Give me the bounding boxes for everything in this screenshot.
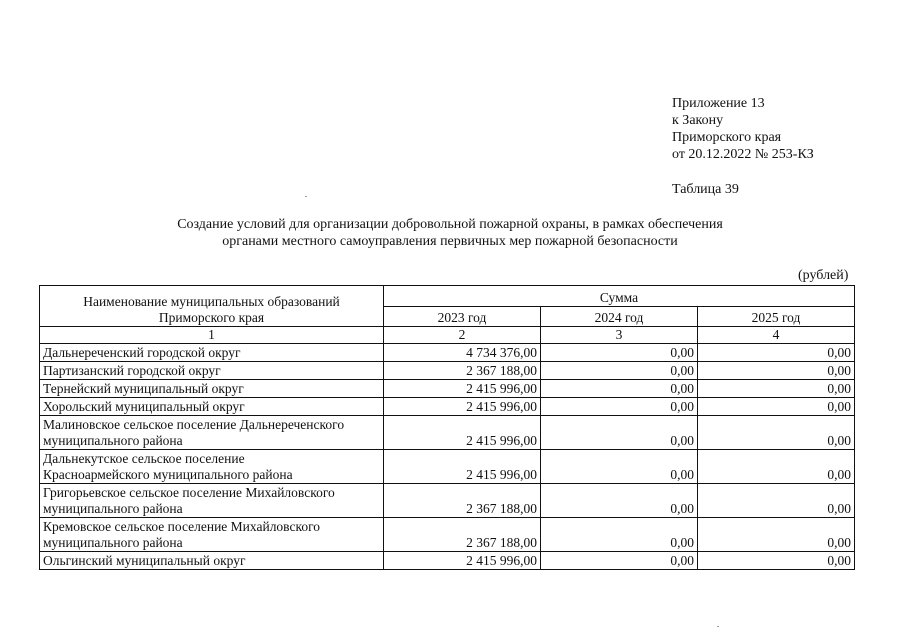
amount-2024: 0,00 <box>541 344 698 362</box>
amount-2024: 0,00 <box>541 362 698 380</box>
amount-2024: 0,00 <box>541 416 698 450</box>
amount-2023: 2 367 188,00 <box>384 484 541 518</box>
municipality-name: Хорольский муниципальный округ <box>40 398 384 416</box>
amount-2025: 0,00 <box>698 416 855 450</box>
allocation-table <box>39 285 855 570</box>
name-header-line-2: Приморского края <box>158 310 265 325</box>
amount-2025: 0,00 <box>698 362 855 380</box>
column-number: 2 <box>384 327 541 344</box>
municipality-name <box>40 450 384 484</box>
annex-line-1: Приложение 13 <box>672 96 765 111</box>
annex-block <box>672 95 814 163</box>
amount-2023: 2 415 996,00 <box>384 552 541 570</box>
year-2025-header: 2025 год <box>698 307 855 327</box>
column-number-row <box>40 327 855 344</box>
scan-speck <box>305 196 307 197</box>
name-line-1: Кремовское сельское поселение Михайловского <box>43 519 321 534</box>
amount-2023: 2 367 188,00 <box>384 518 541 552</box>
annex-line-2: к Закону <box>672 113 724 128</box>
amount-2025: 0,00 <box>698 552 855 570</box>
table-row <box>40 398 855 416</box>
amount-2023: 4 734 376,00 <box>384 344 541 362</box>
amount-2023: 2 415 996,00 <box>384 398 541 416</box>
amount-2024: 0,00 <box>541 398 698 416</box>
sum-column-header: Сумма <box>384 286 855 307</box>
amount-2025: 0,00 <box>698 398 855 416</box>
year-2024-header: 2024 год <box>541 307 698 327</box>
amount-2024: 0,00 <box>541 552 698 570</box>
annex-line-4: от 20.12.2022 № 253-КЗ <box>672 147 814 162</box>
table-row <box>40 518 855 552</box>
table-row <box>40 380 855 398</box>
table-row <box>40 416 855 450</box>
table-row <box>40 362 855 380</box>
table-row <box>40 344 855 362</box>
title-line-1: Создание условий для организации добровольной пожарной охраны, в рамках обеспечения <box>177 217 723 232</box>
municipality-name <box>40 484 384 518</box>
table-row <box>40 552 855 570</box>
amount-2024: 0,00 <box>541 518 698 552</box>
header-row-1 <box>40 286 855 307</box>
municipality-name <box>40 416 384 450</box>
table-row <box>40 484 855 518</box>
municipality-name: Тернейский муниципальный округ <box>40 380 384 398</box>
document-title <box>100 216 800 250</box>
name-line-1: Дальнекутское сельское поселение <box>43 451 245 466</box>
unit-label: (рублей) <box>798 268 849 283</box>
amount-2025: 0,00 <box>698 380 855 398</box>
municipality-name: Партизанский городской округ <box>40 362 384 380</box>
name-line-2: муниципального района <box>43 535 183 550</box>
municipality-name: Дальнереченский городской округ <box>40 344 384 362</box>
amount-2023: 2 415 996,00 <box>384 416 541 450</box>
amount-2024: 0,00 <box>541 380 698 398</box>
column-number: 1 <box>40 327 384 344</box>
amount-2023: 2 367 188,00 <box>384 362 541 380</box>
municipality-name: Ольгинский муниципальный округ <box>40 552 384 570</box>
amount-2025: 0,00 <box>698 484 855 518</box>
column-number: 4 <box>698 327 855 344</box>
name-line-1: Малиновское сельское поселение Дальнереченского <box>43 417 345 432</box>
amount-2024: 0,00 <box>541 484 698 518</box>
amount-2025: 0,00 <box>698 450 855 484</box>
municipality-name <box>40 518 384 552</box>
table-row <box>40 450 855 484</box>
amount-2025: 0,00 <box>698 344 855 362</box>
amount-2023: 2 415 996,00 <box>384 450 541 484</box>
annex-line-3: Приморского края <box>672 130 782 145</box>
scan-speck <box>717 626 719 627</box>
year-2023-header: 2023 год <box>384 307 541 327</box>
amount-2023: 2 415 996,00 <box>384 380 541 398</box>
table-number: Таблица 39 <box>672 182 739 197</box>
name-line-2: Красноармейского муниципального района <box>43 467 293 482</box>
name-line-1: Григорьевское сельское поселение Михайловского <box>43 485 335 500</box>
amount-2025: 0,00 <box>698 518 855 552</box>
title-line-2: органами местного самоуправления первичных мер пожарной безопасности <box>222 234 678 249</box>
name-header-line-1: Наименование муниципальных образований <box>83 294 340 309</box>
name-column-header <box>40 286 384 327</box>
name-line-2: муниципального района <box>43 501 183 516</box>
name-line-2: муниципального района <box>43 433 183 448</box>
column-number: 3 <box>541 327 698 344</box>
amount-2024: 0,00 <box>541 450 698 484</box>
